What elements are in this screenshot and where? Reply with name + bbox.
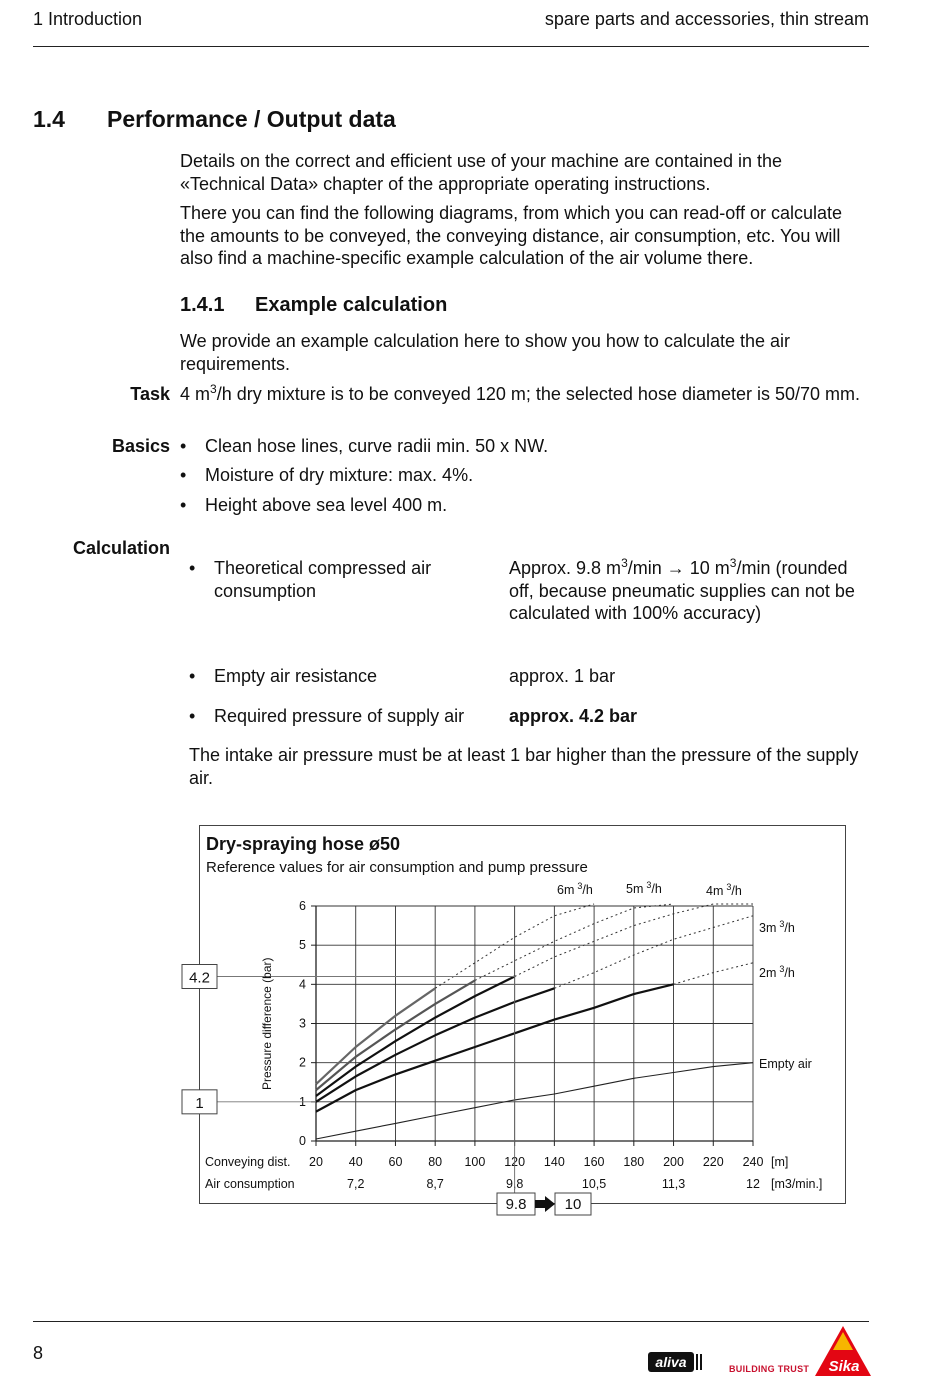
air-tick-label: 11,3 (661, 1177, 686, 1191)
x-tick-label: 140 (543, 1155, 565, 1169)
series-line (316, 977, 515, 1097)
y-tick-label: 3 (299, 1016, 306, 1031)
series-label: 4m $^3$/h (706, 882, 742, 898)
series-line (316, 988, 435, 1084)
basics-label: Basics (111, 436, 170, 456)
air-tick-label: 10,5 (581, 1177, 607, 1191)
sika-logo (815, 1326, 871, 1376)
air-tick-label: 9,8 (505, 1177, 524, 1191)
chart-x-unit: [m] (771, 1155, 789, 1169)
chart-y-axis (299, 899, 316, 1148)
air-tick-label: 12 (746, 1177, 760, 1191)
calc-row-value: Approx. 9.8 $m^3/\min \to 10$ $m^3/\min$ (rounded off, because pneumatic supplies can not be calculated with 100% accuracy) (509, 556, 855, 623)
calculation-label: Calculation (72, 538, 170, 558)
section-title: Performance / Output data (107, 106, 396, 132)
series-label: 5m $^3$/h (626, 880, 662, 896)
chart-subtitle: Reference values for air consumption and pump pressure (206, 859, 588, 876)
air-tick-label: 7,2 (347, 1177, 365, 1191)
calc-row-label: Required pressure of supply air (214, 706, 465, 726)
y-tick-label: 6 (299, 899, 306, 913)
section-number: 1.4 (33, 106, 65, 132)
series-label: 3m $^3$/h (759, 919, 795, 935)
x-tick-label: 240 (742, 1155, 764, 1169)
x-tick-label: 160 (583, 1155, 605, 1169)
callout-label: 10 (564, 1196, 582, 1213)
chart-x-axis-label: Conveying dist. (205, 1155, 291, 1169)
svg-text:Sika: Sika (828, 1358, 860, 1375)
intro-paragraph-1: Details on the correct and efficient use of your machine are contained in the «Technical Data» chapter of the appropriate operating instructions. (180, 151, 783, 194)
series-label: 2m $^3$/h (759, 964, 795, 980)
callout-label: 4.2 (189, 969, 210, 987)
y-tick-label: 4 (299, 977, 306, 992)
svg-text:aliva: aliva (655, 1354, 687, 1370)
calc-row-bullet: • (189, 706, 196, 726)
chart-air-unit: [m3/min.] (771, 1177, 823, 1191)
x-tick-label: 60 (388, 1155, 403, 1169)
intro-paragraph-2: There you can find the following diagrams, from which you can read-off or calculate the amounts to be conveyed, the conveying distance, air consumption, etc. You will also find a machine-specific example calculation of the air volume there. (180, 203, 843, 268)
calc-row-value: approx. 1 bar (509, 666, 616, 686)
series-label: Empty air (759, 1057, 812, 1071)
footer-rule (33, 1321, 869, 1322)
subsection-title: Example calculation (255, 294, 448, 316)
y-tick-label: 5 (299, 938, 306, 953)
x-tick-label: 80 (428, 1155, 443, 1169)
callout-label: 9.8 (505, 1196, 527, 1213)
series-line (316, 1063, 753, 1139)
basics-item: • Height above sea level 400 m. (180, 495, 448, 515)
basics-item: • Clean hose lines, curve radii min. 50 x NW. (180, 436, 549, 456)
y-tick-label: 2 (299, 1055, 306, 1070)
aliva-logo (648, 1350, 704, 1374)
x-tick-label: 180 (623, 1155, 645, 1169)
calc-row-value: approx. 4.2 bar (509, 706, 638, 726)
x-tick-label: 200 (663, 1155, 684, 1169)
series-extrapolation (475, 904, 674, 980)
basics-item: • Moisture of dry mixture: max. 4%. (180, 465, 474, 485)
task-text: 4 $m^3/h$ dry mixture is to be conveyed 120 m; the selected hose diameter is 50/70 mm. (180, 382, 861, 404)
task-label: Task (130, 384, 170, 404)
x-tick-label: 20 (309, 1155, 323, 1169)
x-tick-label: 220 (702, 1155, 724, 1169)
tagline: BUILDING TRUST (729, 1364, 810, 1374)
chart-series (316, 904, 753, 1139)
arrow-icon (535, 1196, 555, 1212)
chart-series-labels (557, 880, 812, 1071)
chart-x-axis (309, 1141, 763, 1191)
calculation-note: The intake air pressure must be at least 1 bar higher than the pressure of the supply air. (189, 745, 859, 788)
calc-row-label: Theoretical compressed air consumption (214, 558, 432, 601)
air-tick-label: 8,7 (426, 1177, 444, 1191)
calc-row-label: Empty air resistance (214, 666, 378, 686)
callout-label: 1 (195, 1094, 204, 1112)
chart-grid (316, 906, 753, 1141)
subsection-intro: We provide an example calculation here to show you how to calculate the air requirements. (180, 331, 791, 374)
x-tick-label: 40 (348, 1155, 363, 1169)
page-number: 8 (33, 1343, 44, 1363)
calc-row-bullet: • (189, 666, 196, 686)
series-label: 6m $^3$/h (557, 881, 593, 897)
x-tick-label: 100 (464, 1155, 486, 1169)
calc-row-bullet: • (189, 558, 196, 578)
chart-title: Dry-spraying hose ø50 (206, 834, 401, 854)
chart-y-axis-label: Pressure difference (bar) (260, 957, 274, 1090)
running-header-title: spare parts and accessories, thin stream (544, 9, 869, 29)
y-tick-label: 0 (299, 1134, 306, 1148)
x-tick-label: 120 (504, 1155, 526, 1169)
chart-air-label: Air consumption (205, 1177, 295, 1191)
subsection-number: 1.4.1 (180, 294, 225, 316)
running-header-chapter: 1 Introduction (33, 9, 143, 29)
y-tick-label: 1 (299, 1094, 306, 1109)
series-extrapolation (554, 916, 753, 989)
